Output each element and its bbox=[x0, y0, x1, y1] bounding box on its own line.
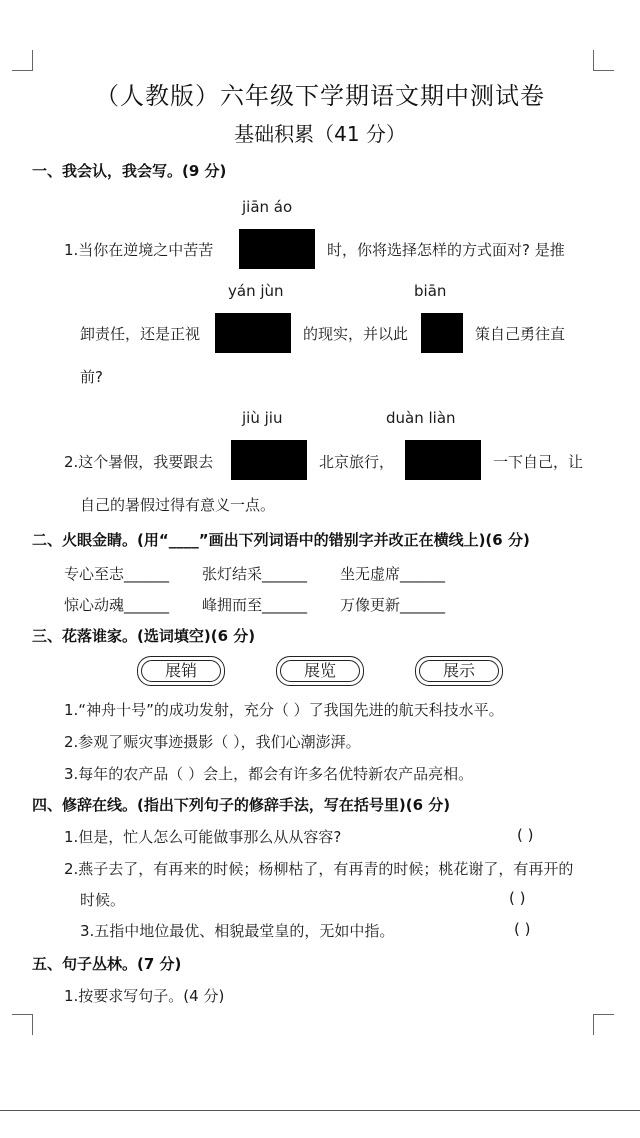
page-title: （人教版）六年级下学期语文期中测试卷 bbox=[95, 82, 545, 110]
word-item: 万像更新______ bbox=[340, 596, 446, 614]
s4-q1-answer-paren[interactable]: ( ) bbox=[517, 826, 534, 844]
s4-q2-answer-paren[interactable]: ( ) bbox=[509, 889, 526, 907]
s4-q1: 1.但是，忙人怎么可能做事那么从从容容? bbox=[64, 828, 342, 846]
pinyin-jianao: jiān áo bbox=[242, 198, 293, 216]
word-choice-zhanxiao: 展销 bbox=[137, 656, 225, 686]
s3-q3: 3.每年的农产品（ ）会上，都会有许多名优特新农产品亮相。 bbox=[64, 765, 474, 783]
section-3-heading: 三、花落谁家。(选词填空)(6 分) bbox=[32, 627, 256, 645]
word-item: 峰拥而至______ bbox=[202, 596, 308, 614]
q1-text-b: 时，你将选择怎样的方式面对? 是推 bbox=[327, 241, 565, 259]
s4-q3: 3.五指中地位最优、相貌最堂皇的，无如中指。 bbox=[80, 922, 395, 940]
q1-text-f: 前? bbox=[80, 368, 103, 386]
answer-box-duanlian[interactable] bbox=[405, 440, 481, 480]
q1-text-a: 1.当你在逆境之中苦苦 bbox=[64, 241, 214, 259]
q2-text-a: 2.这个暑假，我要跟去 bbox=[64, 453, 214, 471]
section-5-heading: 五、句子丛林。(7 分) bbox=[32, 955, 182, 973]
word-choice-zhanlan: 展览 bbox=[276, 656, 364, 686]
answer-box-jiujiu[interactable] bbox=[231, 440, 307, 480]
q2-text-c: 一下自己，让 bbox=[493, 453, 584, 471]
page-subtitle: 基础积累（41 分） bbox=[234, 122, 406, 146]
s4-q3-answer-paren[interactable]: ( ) bbox=[514, 920, 531, 938]
crop-mark-bottom-left bbox=[12, 1014, 33, 1035]
page-bottom-divider bbox=[0, 1110, 640, 1111]
s3-q2: 2.参观了赈灾事迹摄影（ ），我们心潮澎湃。 bbox=[64, 733, 361, 751]
answer-box-bian[interactable] bbox=[421, 313, 463, 353]
word-item: 坐无虚席______ bbox=[340, 565, 446, 583]
pinyin-yanjun: yán jùn bbox=[228, 282, 284, 300]
answer-box-jianao[interactable] bbox=[239, 229, 315, 269]
section-2-heading: 二、火眼金睛。(用“____”画出下列词语中的错别字并改正在横线上)(6 分) bbox=[32, 531, 530, 549]
pinyin-bian: biān bbox=[414, 282, 447, 300]
crop-mark-bottom-right bbox=[593, 1014, 614, 1035]
word-item: 张灯结采______ bbox=[202, 565, 308, 583]
s5-q1: 1.按要求写句子。(4 分) bbox=[64, 987, 225, 1005]
pinyin-duanlian: duàn liàn bbox=[386, 409, 456, 427]
s4-q2-line1: 2.燕子去了，有再来的时候；杨柳枯了，有再青的时候；桃花谢了，有再开的 bbox=[64, 860, 574, 878]
word-item: 专心至志______ bbox=[64, 565, 170, 583]
section-1-heading: 一、我会认，我会写。(9 分) bbox=[32, 162, 227, 180]
q1-text-e: 策自己勇往直 bbox=[475, 325, 566, 343]
q2-text-d: 自己的暑假过得有意义一点。 bbox=[80, 496, 276, 514]
s4-q2-line2: 时候。 bbox=[80, 891, 126, 909]
q1-text-d: 的现实，并以此 bbox=[303, 325, 409, 343]
crop-mark-top-right bbox=[593, 50, 614, 71]
crop-mark-top-left bbox=[12, 50, 33, 71]
answer-box-yanjun[interactable] bbox=[215, 313, 291, 353]
q1-text-c: 卸责任，还是正视 bbox=[80, 325, 201, 343]
pinyin-jiujiu: jiù jiu bbox=[242, 409, 283, 427]
q2-text-b: 北京旅行， bbox=[319, 453, 395, 471]
word-choice-zhanshi: 展示 bbox=[415, 656, 503, 686]
s3-q1: 1.“神舟十号”的成功发射，充分（ ）了我国先进的航天科技水平。 bbox=[64, 701, 504, 719]
section-4-heading: 四、修辞在线。(指出下列句子的修辞手法，写在括号里)(6 分) bbox=[32, 796, 451, 814]
word-item: 惊心动魂______ bbox=[64, 596, 170, 614]
